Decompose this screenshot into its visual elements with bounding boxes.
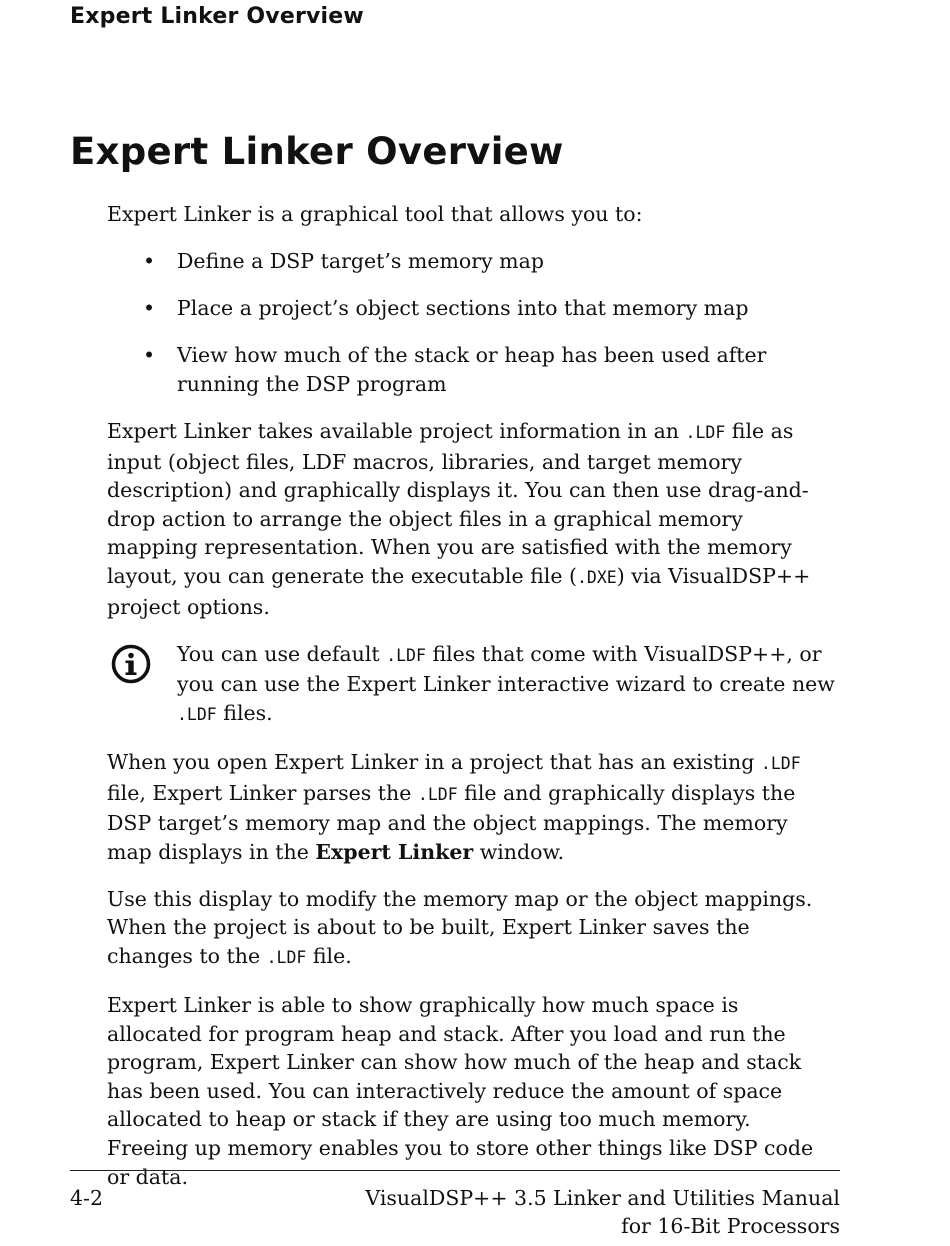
heap-stack-paragraph: Expert Linker is able to show graphically how much space is allocated for program heap and stack. After you load and run the program, Expert Linker can show how much of the heap and stack has been used. You can interactively reduce the amount of space allocated to heap or stack if they are using too much memory. Freeing up memory enables you to store other things like DSP code or data. [107, 993, 814, 1189]
list-item-text: Define a DSP target’s memory map [177, 249, 544, 274]
manual-title [320, 1184, 840, 1240]
manual-title-line: for 16-Bit Processors [621, 1214, 840, 1238]
bullet-mark: • [143, 249, 156, 274]
code-ldf: .LDF [417, 784, 458, 804]
text-run: ) via VisualDSP++ project options. [107, 563, 811, 619]
list-item-text: Place a project’s object sections into that memory map [177, 296, 749, 321]
code-ldf: .LDF [760, 753, 801, 773]
list-item [107, 247, 837, 276]
existing-ldf-paragraph [107, 748, 837, 866]
footer-divider [70, 1170, 840, 1171]
text-run: Use this display to modify the memory map or the object mappings. When the project is about to be built, Expert Linker saves the changes to the [107, 886, 813, 968]
text-run: file and graphically displays the DSP target’s memory map and the object mappings. The memory map displays in the [107, 780, 796, 864]
document-body [107, 200, 837, 1210]
expert-linker-window-name: Expert Linker [315, 839, 474, 864]
section-title: Expert Linker Overview [70, 130, 564, 173]
running-header: Expert Linker Overview [70, 4, 364, 29]
text-run: file as input (object files, LDF macros, libraries, and target memory description) and graphically displays it. You can then use drag-and-drop action to arrange the object files in a graphical memory mapping representation. When you are satisfied with the memory layout, you can generate the executable file ( [107, 418, 809, 588]
feature-list [107, 247, 837, 398]
code-ldf: .LDF [685, 422, 726, 442]
code-ldf: .LDF [386, 645, 426, 665]
text-run: Expert Linker takes available project information in an [107, 418, 686, 443]
code-ldf: .LDF [177, 704, 217, 724]
text-run: file, Expert Linker parses the [107, 780, 418, 805]
info-note [107, 640, 837, 730]
bullet-mark: • [143, 296, 156, 321]
text-run: window. [473, 839, 565, 864]
modify-display-paragraph [107, 885, 837, 973]
bullet-mark: • [143, 343, 156, 368]
text-run: file. [306, 943, 352, 968]
list-item-text: View how much of the stack or heap has been used after running the DSP program [177, 343, 767, 396]
text-run: When you open Expert Linker in a project that has an existing [107, 749, 761, 774]
manual-title-line: VisualDSP++ 3.5 Linker and Utilities Manual [365, 1186, 840, 1210]
info-icon [111, 644, 151, 684]
page-number: 4-2 [70, 1186, 104, 1210]
list-item [107, 294, 837, 323]
list-item [107, 341, 837, 398]
text-run: files. [216, 700, 273, 725]
text-run: files that come with VisualDSP++, or you can use the Expert Linker interactive wizard to create new [177, 641, 835, 697]
text-run: You can use default [177, 641, 387, 666]
ldf-input-paragraph [107, 417, 837, 621]
intro-paragraph: Expert Linker is a graphical tool that allows you to: [107, 202, 643, 226]
code-ldf: .LDF [266, 947, 307, 967]
code-dxe: .DXE [577, 567, 617, 587]
